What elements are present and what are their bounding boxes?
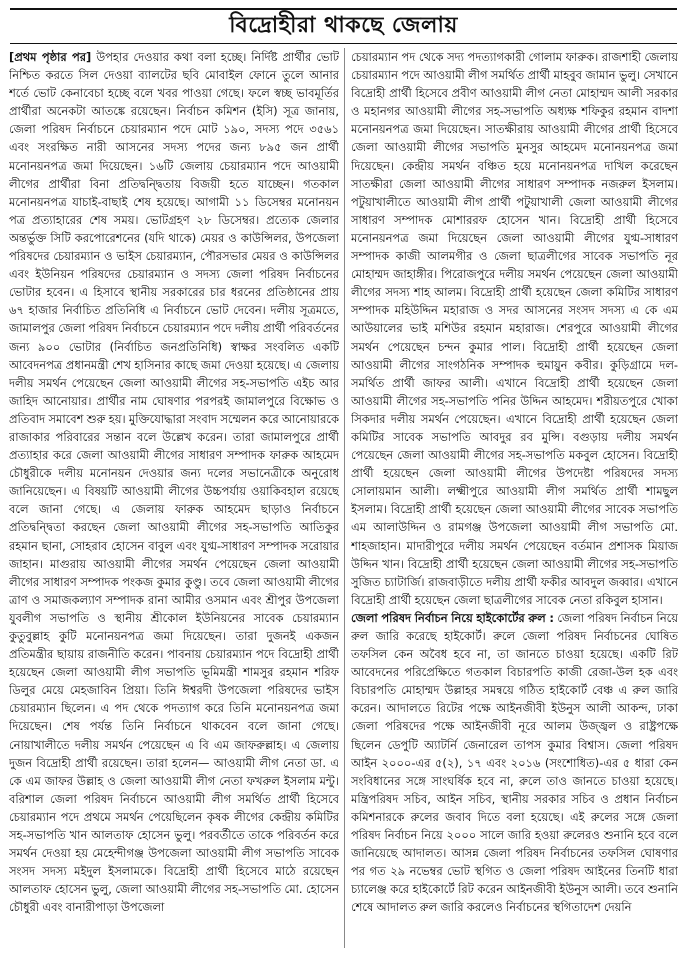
- continuation-label: [প্রথম পৃষ্ঠার পর]: [9, 50, 92, 64]
- article-headline-block: [0, 6, 687, 40]
- headline-bottom-rule: [10, 43, 677, 44]
- article-headline: বিদ্রোহীরা থাকছে জেলায়: [229, 13, 458, 38]
- headline-top-rule: [10, 8, 677, 10]
- left-column-paragraph: [9, 48, 339, 917]
- column-divider: [344, 48, 345, 948]
- left-column-text: উপহার দেওয়ার কথা বলা হচ্ছে। নির্দিষ্ট প্রার্থীর ভোট নিশ্চিত করতে সিল দেওয়া ব্যালটের ছবি মোবাইল ফোনে তুলে আনার শর্তে ভোট কেনাবেচা হচ্ছে বলে খবর পাওয়া গেছে। ফলে স্বচ্ছ ভাবমূর্তির প্রার্থীরা অনেকটা আতঙ্কে রয়েছেন। নির্বাচন কমিশন (ইসি) সূত্র জানায়, জেলা পরিষদ নির্বাচনে চেয়ারম্যান পদে মোট ১৯০, সদস্য পদে ৩৫৬১ এবং সংরক্ষিত নারী আসনের সদস্য পদের জন্য ৮৯৫ জন প্রার্থী মনোনয়নপত্র জমা দিয়েছেন। ১৬টি জেলায় চেয়ারম্যান পদে আওয়ামী লীগের প্রার্থীরা বিনা প্রতিদ্বন্দ্বিতায় বিজয়ী হতে যাচ্ছেন। গতকাল মনোনয়নপত্র যাচাই-বাছাই শেষ হয়েছে। আগামী ১১ ডিসেম্বর মনোনয়ন পত্র প্রত্যাহারের শেষ সময়। ভোটগ্রহণ ২৮ ডিসেম্বর। প্রত্যেক জেলার অন্তর্ভুক্ত সিটি করপোরেশনের (যদি থাকে) মেয়র ও কাউন্সিলর, উপজেলা পরিষদের চেয়ারম্যান ও ভাইস চেয়ারম্যান, পৌরসভার মেয়র ও কাউন্সিলর এবং ইউনিয়ন পরিষদের চেয়ারম্যান ও সদস্য জেলা পরিষদ নির্বাচনের ভোটার হবেন। এ হিসাবে স্থানীয় সরকারের চার ধরনের প্রতিষ্ঠানের প্রায় ৬৭ হাজার নির্বাচিত প্রতিনিধি এ নির্বাচনে ভোট দেবেন। দলীয় সূত্রমতে, জামালপুর জেলা পরিষদ নির্বাচনে চেয়ারম্যান পদে দলীয় প্রার্থী পরিবর্তনের জন্য ৯০০ ভোটার (নির্বাচিত জনপ্রতিনিধি) স্বাক্ষর সংবলিত একটি আবেদনপত্র প্রধানমন্ত্রী শেখ হাসিনার কাছে জমা দেওয়া হয়েছে। এ জেলায় দলীয় সমর্থন পেয়েছেন জেলা আওয়ামী লীগের সহ-সভাপতি এইচ আর জাহিদ আনোয়ার। প্রার্থীর নাম ঘোষণার পরপরই জামালপুরে বিক্ষোভ ও প্রতিবাদ সমাবেশ শুরু হয়। মুক্তিযোদ্ধারা সংবাদ সম্মেলন করে আনোয়ারকে রাজাকার পরিবারের সন্তান বলে উল্লেখ করেন। তারা জামালপুরে প্রার্থী প্রত্যাহার করে জেলা আওয়ামী লীগের সাধারণ সম্পাদক ফারুক আহমেদ চৌধুরীকে দলীয় মনোনয়ন দেওয়ার জন্য দলের সভানেত্রীকে অনুরোধ জানিয়েছেন। এ বিষয়টি আওয়ামী লীগের উচ্চপর্যায় ওয়াকিবহাল রয়েছে বলে জানা গেছে। এ জেলায় ফারুক আহমেদ ছাড়াও নির্বাচনে প্রতিদ্বন্দ্বিতা করছেন জেলা আওয়ামী লীগের সহ-সভাপতি আতিকুর রহমান ছানা, সোহরাব হোসেন বাবুল এবং যুগ্ম-সাধারণ সম্পাদক সরোয়ার জাহান। মাগুরায় আওয়ামী লীগের সমর্থন পেয়েছেন জেলা আওয়ামী লীগের সাধারণ সম্পাদক পংকজ কুমার কুণ্ডু। তবে জেলা আওয়ামী লীগের ত্রাণ ও সমাজকল্যাণ সম্পাদক রানা আমীর ওসমান এবং শ্রীপুর উপজেলা যুবলীগ সভাপতি ও স্থানীয় শ্রীকোল ইউনিয়নের সাবেক চেয়ারম্যান কুতুবুল্লাহ কুটি মনোনয়নপত্র জমা দিয়েছেন। তারা দুজনই একজন প্রতিমন্ত্রীর ছায়ায় রাজনীতি করেন। পাবনায় চেয়ারম্যান পদে বিদ্রোহী প্রার্থী হয়েছেন জেলা আওয়ামী লীগ সভাপতি ভূমিমন্ত্রী শামসুর রহমান শরিফ ডিলুর মেয়ে মেহজাবিন প্রিয়া। তিনি ঈশ্বরদী উপজেলা পরিষদের ভাইস চেয়ারম্যান ছিলেন। এ পদ থেকে পদত্যাগ করে তিনি মনোনয়নপত্র জমা দিয়েছেন। শেষ পর্যন্ত তিনি নির্বাচনে থাকবেন বলে জানা গেছে। নোয়াখালীতে দলীয় সমর্থন পেয়েছেন এ বি এম জাফরুল্লাহ। এ জেলায় দুজন বিদ্রোহী প্রার্থী রয়েছেন। তারা হলেন— আওয়ামী লীগ নেতা ডা. এ কে এম জাফর উল্লাহ ও জেলা আওয়ামী লীগ নেতা ফখরুল ইসলাম মন্টু। বরিশাল জেলা পরিষদ নির্বাচনে আওয়ামী লীগ সমর্থিত প্রার্থী হিসেবে চেয়ারম্যান পদে প্রথমে সমর্থন পেয়েছিলেন কৃষক লীগের কেন্দ্রীয় কমিটির সহ-সভাপতি খান আলতাফ হোসেন ভুলু। পরবর্তীতে তাকে পরিবর্তন করে সমর্থন দেওয়া হয় মেহেন্দীগঞ্জ উপজেলা আওয়ামী লীগ সভাপতি সাবেক সংসদ সদস্য মইদুল ইসলামকে। বিদ্রোহী প্রার্থী হিসেবে মাঠে রয়েছেন আলতাফ হোসেন ভুলু, জেলা আওয়ামী লীগের সহ-সভাপতি মো. হোসেন চৌধুরী এবং বানারীপাড়া উপজেলা: [9, 50, 339, 915]
- court-rule-subhead: জেলা পরিষদ নির্বাচন নিয়ে হাইকোর্টের রুল :: [351, 610, 554, 625]
- right-column-paragraph: চেয়ারম্যান পদ থেকে সদ্য পদত্যাগকারী গোলাম ফারুক। রাজশাহী জেলায় চেয়ারম্যান পদে আওয়ামী লীগ সমর্থিত প্রার্থী মাহবুব জামান ভুলু। সেখানে বিদ্রোহী প্রার্থী হিসেবে প্রবীণ আওয়ামী লীগ নেতা মোহাম্মদ আলী সরকার ও মহানগর আওয়ামী লীগের সহ-সভাপতি অধ্যক্ষ শফিকুর রহমান বাদশা মনোনয়নপত্র জমা দিয়েছেন। সাতক্ষীরায় আওয়ামী লীগের প্রার্থী হিসেবে জেলা আওয়ামী লীগের সভাপতি মুনসুর আহমেদ মনোনয়নপত্র জমা দিয়েছেন। কেন্দ্রীয় সমর্থন বঞ্চিত হয়ে মনোনয়নপত্র দাখিল করেছেন সাতক্ষীরা জেলা আওয়ামী লীগের সাধারণ সম্পাদক নজরুল ইসলাম। পটুয়াখালীতে আওয়ামী লীগ প্রার্থী পটুয়াখালী জেলা আওয়ামী লীগের সাধারণ সম্পাদক মোশাররফ হোসেন খান। বিদ্রোহী প্রার্থী হিসেবে মনোনয়নপত্র জমা দিয়েছেন জেলা আওয়ামী লীগের যুগ্ম-সাধারণ সম্পাদক কাজী আলমগীর ও জেলা ছাত্রলীগের সাবেক সভাপতি নূর মোহাম্মদ জাহাঙ্গীর। পিরোজপুরে দলীয় সমর্থন পেয়েছেন জেলা আওয়ামী লীগের সদস্য শাহ আলম। বিদ্রোহী প্রার্থী হয়েছেন জেলা কমিটির সাধারণ সম্পাদক মহিউদ্দিন মহারাজ ও সদর আসনের সংসদ সদস্য এ কে এম আউয়ালের ভাই মশিউর রহমান মহারাজ। শেরপুরে আওয়ামী লীগের সমর্থন পেয়েছেন চন্দন কুমার পাল। বিদ্রোহী প্রার্থী হয়েছেন জেলা আওয়ামী লীগের সাংগঠনিক সম্পাদক হুমায়ুন কবীর। কুড়িগ্রামে দল-সমর্থিত প্রার্থী জাফর আলী। এখানে বিদ্রোহী প্রার্থী হয়েছেন জেলা আওয়ামী লীগের সহ-সভাপতি পনির উদ্দিন আহমেদ। শরীয়তপুরে খোকা সিকদার দলীয় সমর্থন পেয়েছেন। এখানে বিদ্রোহী প্রার্থী হয়েছেন জেলা কমিটির সাবেক সভাপতি আবদুর রব মুন্সি। বগুড়ায় দলীয় সমর্থন পেয়েছেন জেলা আওয়ামী লীগের সহ-সভাপতি মকবুল হোসেন। বিদ্রোহী প্রার্থী হয়েছেন জেলা আওয়ামী লীগের উপদেষ্টা পরিষদের সদস্য সোলায়মান আলী। লক্ষ্মীপুরে আওয়ামী লীগ সমর্থিত প্রার্থী শামছুল ইসলাম। বিদ্রোহী প্রার্থী হয়েছেন জেলা আওয়ামী লীগের সাবেক সভাপতি এম আলাউদ্দিন ও রামগঞ্জ উপজেলা আওয়ামী লীগ সভাপতি মো. শাহজাহান। মাদারীপুরে দলীয় সমর্থন পেয়েছেন বর্তমান প্রশাসক মিয়াজ উদ্দিন খান। বিদ্রোহী প্রার্থী হয়েছেন জেলা আওয়ামী লীগের সহ-সভাপতি সুজিত চ্যাটার্জি। রাজবাড়ীতে দলীয় প্রার্থী ফকীর আবদুল জব্বার। এখানে বিদ্রোহী প্রার্থী হয়েছেন জেলা ছাত্রলীগের সাবেক নেতা রকিবুল হাসান।: [351, 50, 678, 607]
- right-column: [351, 48, 678, 952]
- court-rule-paragraph: [351, 609, 678, 917]
- left-column: [9, 48, 339, 952]
- court-rule-text: জেলা পরিষদ নির্বাচন নিয়ে রুল জারি করেছে হাইকোর্ট। রুলে জেলা পরিষদ নির্বাচনের ঘোষিত তফসিল কেন অবৈধ হবে না, তা জানতে চাওয়া হয়েছে। একটি রিট আবেদনের পরিপ্রেক্ষিতে গতকাল বিচারপতি কাজী রেজা-উল হক এবং বিচারপতি মোহাম্মদ উল্লাহর সমন্বয়ে গঠিত হাইকোর্ট বেঞ্চ এ রুল জারি করেন। আদালতে রিটের পক্ষে আইনজীবী ইউনুস আলী আকন্দ, ঢাকা জেলা পরিষদের পক্ষে আইনজীবী নূরে আলম উজ্জ্বল ও রাষ্ট্রপক্ষে ছিলেন ডেপুটি অ্যাটর্নি জেনারেল তাপস কুমার বিশ্বাস। জেলা পরিষদ আইন ২০০০-এর ৫(২), ১৭ এবং ২০১৬ (সংশোধিত)-এর ৫ ধারা কেন সংবিধানের সঙ্গে সাংঘর্ষিক হবে না, রুলে তাও জানতে চাওয়া হয়েছে। মন্ত্রিপরিষদ সচিব, আইন সচিব, স্থানীয় সরকার সচিব ও প্রধান নির্বাচন কমিশনারকে রুলের জবাব দিতে বলা হয়েছে। এই রুলের সঙ্গে জেলা পরিষদ নির্বাচন নিয়ে ২০০০ সালে জারি হওয়া রুলেরও শুনানি হবে বলে জানিয়েছে আদালত। আসন্ন জেলা পরিষদ নির্বাচনের তফসিল ঘোষণার পর গত ২৯ নভেম্বর ভোট স্থগিত ও জেলা পরিষদ আইনের তিনটি ধারা চ্যালেঞ্জ করে হাইকোর্টে রিট করেন আইনজীবী ইউনুস আলী। তবে শুনানি শেষে আদালত রুল জারি করলেও নির্বাচনের স্থগিতাদেশ দেয়নি: [351, 610, 678, 915]
